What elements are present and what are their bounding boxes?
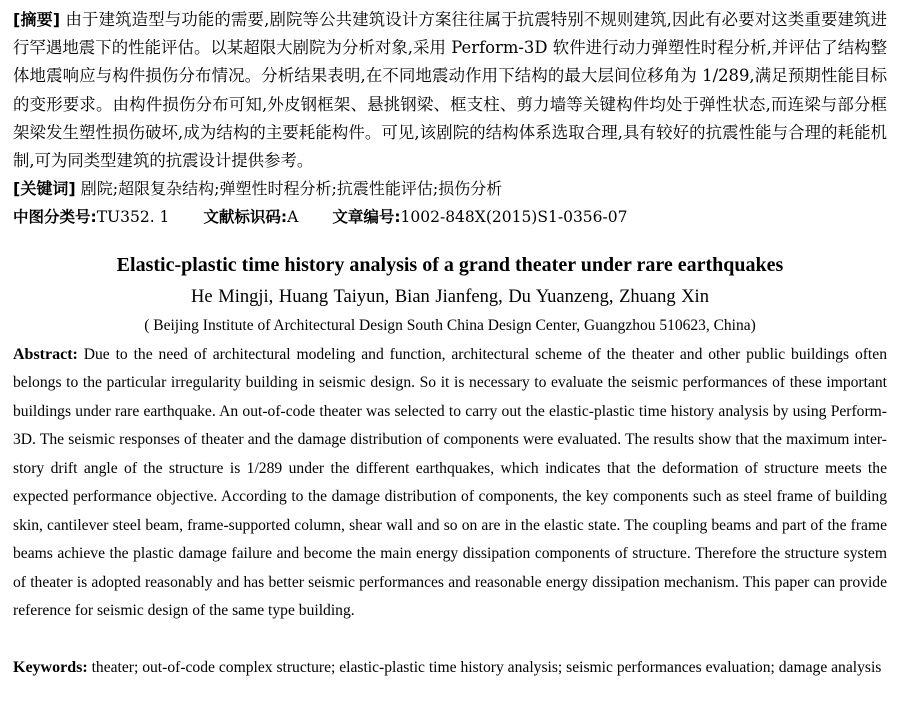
english-title: Elastic-plastic time history analysis of a grand theater under rare earthquakes <box>116 254 784 276</box>
english-abstract-label: Abstract: <box>13 346 78 363</box>
document-code-value: A <box>287 208 299 226</box>
article-number-value: 1002-848X(2015)S1-0356-07 <box>400 208 628 226</box>
chinese-keywords-label: [关键词] <box>13 179 76 198</box>
chinese-abstract <box>13 6 887 175</box>
chinese-keywords <box>13 175 887 203</box>
document-code-label: 文献标识码: <box>203 208 288 226</box>
english-keywords-text: theater; out-of-code complex structure; elastic-plastic time history analysis; seismic performances evaluation; damage analysis <box>91 659 882 676</box>
chinese-abstract-text: 由于建筑造型与功能的需要,剧院等公共建筑设计方案往往属于抗震特别不规则建筑,因此有必要对这类重要建筑进行罕遇地震下的性能评估。以某超限大剧院为分析对象,采用 Perform-3D 软件进行动力弹塑性时程分析,并评估了结构整体地震响应与构件损伤分布情况。分析结果表明,在不同地震动作用下结构的最大层间位移角为 1/289,满足预期性能目标的变形要求。由构件损伤分布可知,外皮钢框架、悬挑钢梁、框支柱、剪力墙等关键构件均处于弹性状态,而连梁与部分框架梁发生塑性损伤破坏,成为结构的主要耗能构件。可见,该剧院的结构体系选取合理,具有较好的抗震性能与合理的耗能机制,可为同类型建筑的抗震设计提供参考。 <box>13 10 887 171</box>
classification-line <box>13 203 887 231</box>
chinese-abstract-label: [摘要] <box>13 10 61 29</box>
english-keywords-label: Keywords: <box>13 659 88 676</box>
chinese-keywords-text: 剧院;超限复杂结构;弹塑性时程分析;抗震性能评估;损伤分析 <box>80 179 503 198</box>
english-authors: He Mingji, Huang Taiyun, Bian Jianfeng, Du Yuanzeng, Zhuang Xin <box>191 287 709 307</box>
article-number <box>332 203 627 231</box>
english-abstract-text: Due to the need of architectural modeling and function, architectural scheme of the theater and other public buildings often belongs to the particular irregularity building in seismic design. So it is necessary to evaluate the seismic performances of these important buildings under rare earthquake. An out-of-code theater was selected to carry out the elastic-plastic time history analysis by using Perform-3D. The seismic responses of theater and the damage distribution of components were evaluated. The results show that the maximum inter-story drift angle of the structure is 1/289 under the different earthquakes, which indicates that the deformation of structure meets the expected performance objective. According to the damage distribution of components, the key components such as steel frame of building skin, cantilever steel beam, frame-supported column, shear wall and so on are in the elastic state. The coupling beams and part of the frame beams achieve the plastic damage failure and become the main energy dissipation components of structure. Therefore the structure system of theater is adopted reasonably and has better seismic performances and reasonable energy dissipation mechanism. This paper can provide reference for seismic design of the same type building. <box>13 346 887 620</box>
english-affiliation: ( Beijing Institute of Architectural Design South China Design Center, Guangzhou 510623, China) <box>144 317 756 334</box>
english-keywords <box>13 654 887 682</box>
clc-label: 中图分类号: <box>13 208 97 226</box>
english-abstract <box>13 341 887 626</box>
clc-value: TU352. 1 <box>96 208 170 226</box>
clc-number <box>13 203 169 231</box>
document-code <box>203 203 298 231</box>
article-number-label: 文章编号: <box>332 208 401 226</box>
